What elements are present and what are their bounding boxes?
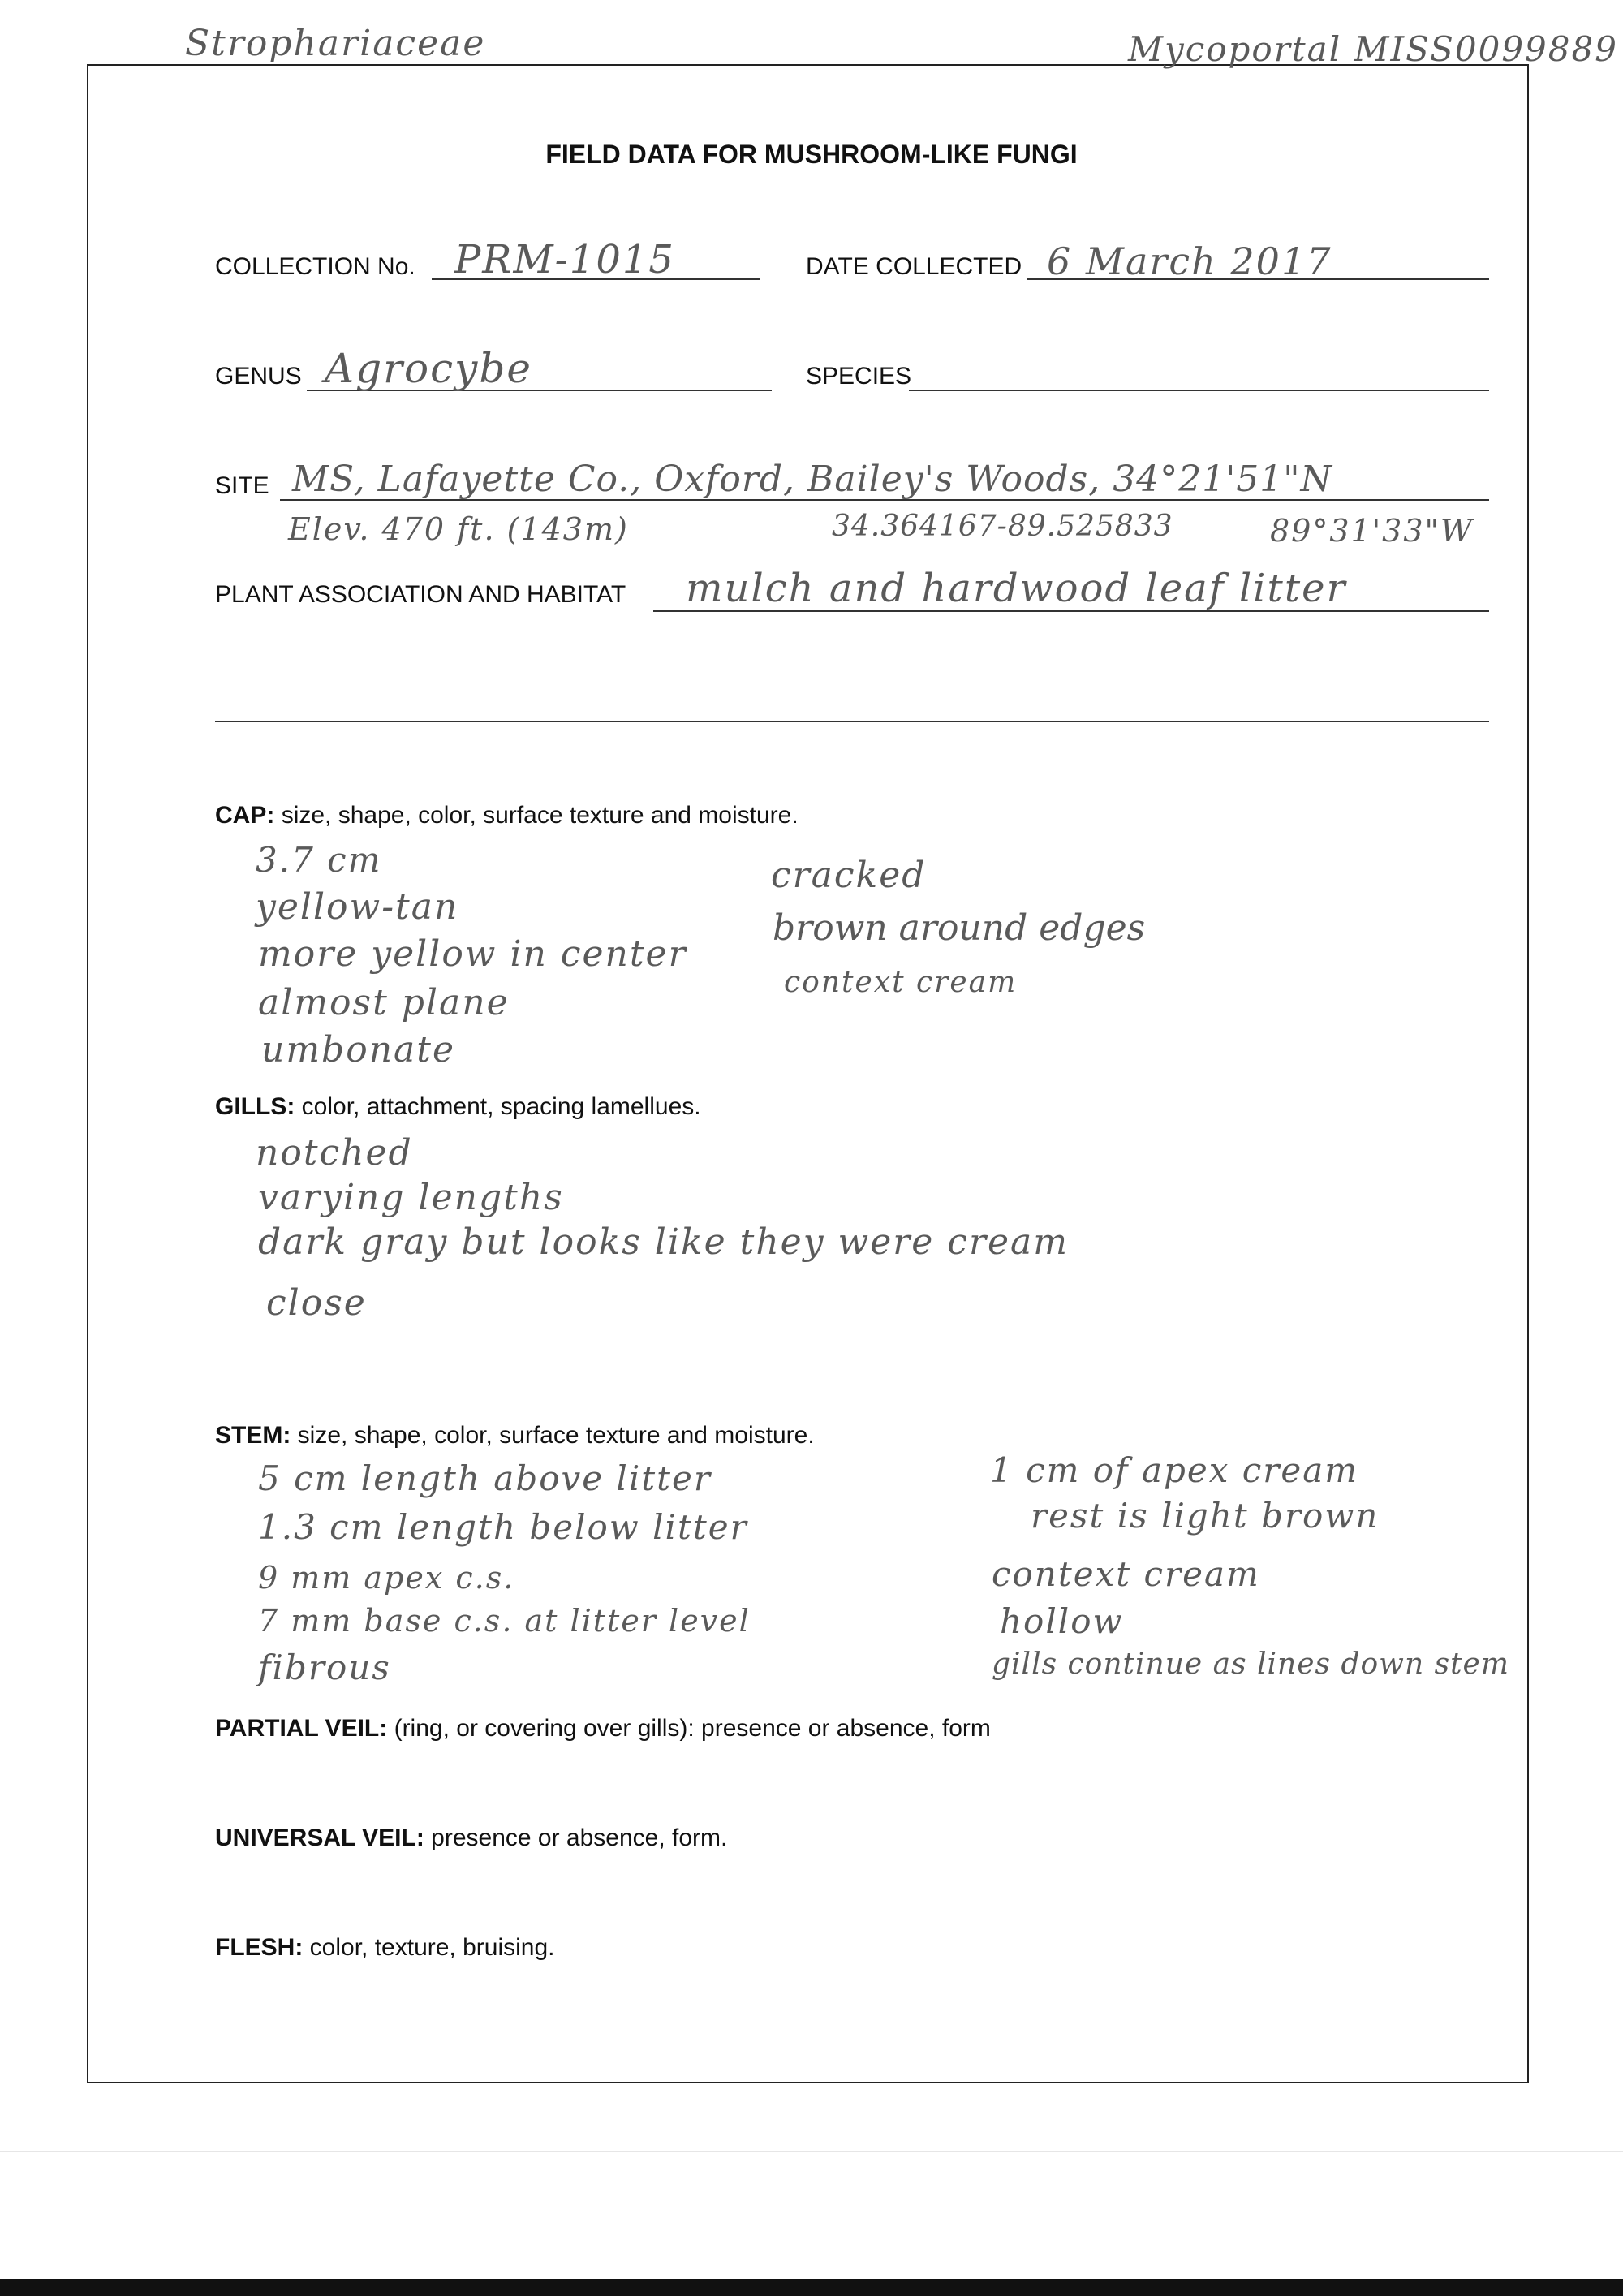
form-title: FIELD DATA FOR MUSHROOM-LIKE FUNGI (545, 140, 1078, 169)
flesh-heading: FLESH: (215, 1934, 304, 1961)
partial-veil-heading-line (215, 1715, 991, 1742)
site-line1: MS, Lafayette Co., Oxford, Bailey's Woods, 34°21'51"N (292, 459, 1333, 500)
collection-value: PRM-1015 (454, 237, 675, 282)
genus-value: Agrocybe (325, 345, 532, 392)
universal-veil-heading-line (215, 1824, 727, 1852)
stem-note-6: 1 cm of apex cream (990, 1450, 1359, 1490)
species-label: SPECIES (806, 363, 912, 390)
stem-heading: STEM: (215, 1422, 291, 1449)
habitat-underline-2 (215, 721, 1489, 722)
gills-note-2: varying lengths (258, 1177, 564, 1218)
gills-prompt: color, attachment, spacing lamellues. (301, 1093, 701, 1120)
partial-veil-heading: PARTIAL VEIL: (215, 1715, 388, 1742)
stem-note-2: 1.3 cm length below litter (258, 1507, 748, 1547)
species-underline (909, 390, 1489, 391)
stem-note-10: gills continue as lines down stem (992, 1648, 1509, 1681)
cap-note-2: yellow-tan (256, 886, 459, 928)
cap-note-5: umbonate (261, 1029, 456, 1070)
site-elevation: Elev. 470 ft. (143m) (288, 511, 629, 547)
site-decimal-coords: 34.364167-89.525833 (832, 510, 1173, 543)
habitat-label: PLANT ASSOCIATION AND HABITAT (215, 581, 626, 608)
cap-note-8: context cream (784, 966, 1018, 999)
stem-note-5: fibrous (258, 1648, 391, 1687)
gills-heading-line (215, 1093, 701, 1121)
habitat-value: mulch and hardwood leaf litter (686, 566, 1347, 611)
cap-heading-line (215, 802, 799, 829)
genus-label: GENUS (215, 363, 302, 390)
stem-note-4: 7 mm base c.s. at litter level (258, 1603, 751, 1639)
cap-note-1: 3.7 cm (256, 840, 382, 880)
gills-note-4: close (266, 1282, 367, 1324)
stem-note-8: context cream (992, 1554, 1260, 1594)
cap-note-6: cracked (771, 855, 927, 896)
flesh-heading-line (215, 1934, 555, 1962)
site-label: SITE (215, 472, 269, 499)
stem-note-1: 5 cm length above litter (258, 1458, 712, 1498)
stem-note-7: rest is light brown (1031, 1496, 1380, 1536)
cap-note-7: brown around edges (773, 907, 1146, 949)
cap-note-4: almost plane (258, 982, 510, 1023)
gills-note-1: notched (256, 1132, 413, 1174)
stem-prompt: size, shape, color, surface texture and moisture. (297, 1422, 815, 1449)
flesh-prompt: color, texture, bruising. (309, 1934, 555, 1961)
gills-note-3: dark gray but looks like they were cream (258, 1221, 1069, 1263)
cap-prompt: size, shape, color, surface texture and moisture. (281, 802, 799, 829)
collection-label: COLLECTION No. (215, 253, 415, 280)
partial-veil-prompt: (ring, or covering over gills): presence or absence, form (394, 1715, 991, 1742)
site-longitude: 89°31'33"W (1270, 513, 1474, 549)
universal-veil-heading: UNIVERSAL VEIL: (215, 1824, 424, 1851)
stem-heading-line (215, 1422, 815, 1450)
family-name: Strophariaceae (185, 23, 486, 64)
catalog-number: Mycoportal MISS0099889 (1128, 29, 1618, 69)
scan-artifact-line (0, 2151, 1623, 2152)
stem-note-9: hollow (1000, 1601, 1124, 1641)
date-label: DATE COLLECTED (806, 253, 1022, 280)
cap-heading: CAP: (215, 802, 275, 829)
gills-heading: GILLS: (215, 1093, 295, 1120)
scan-bottom-edge (0, 2279, 1623, 2296)
universal-veil-prompt: presence or absence, form. (431, 1824, 728, 1851)
stem-note-3: 9 mm apex c.s. (258, 1560, 515, 1596)
date-value: 6 March 2017 (1047, 239, 1332, 283)
cap-note-3: more yellow in center (258, 933, 687, 975)
